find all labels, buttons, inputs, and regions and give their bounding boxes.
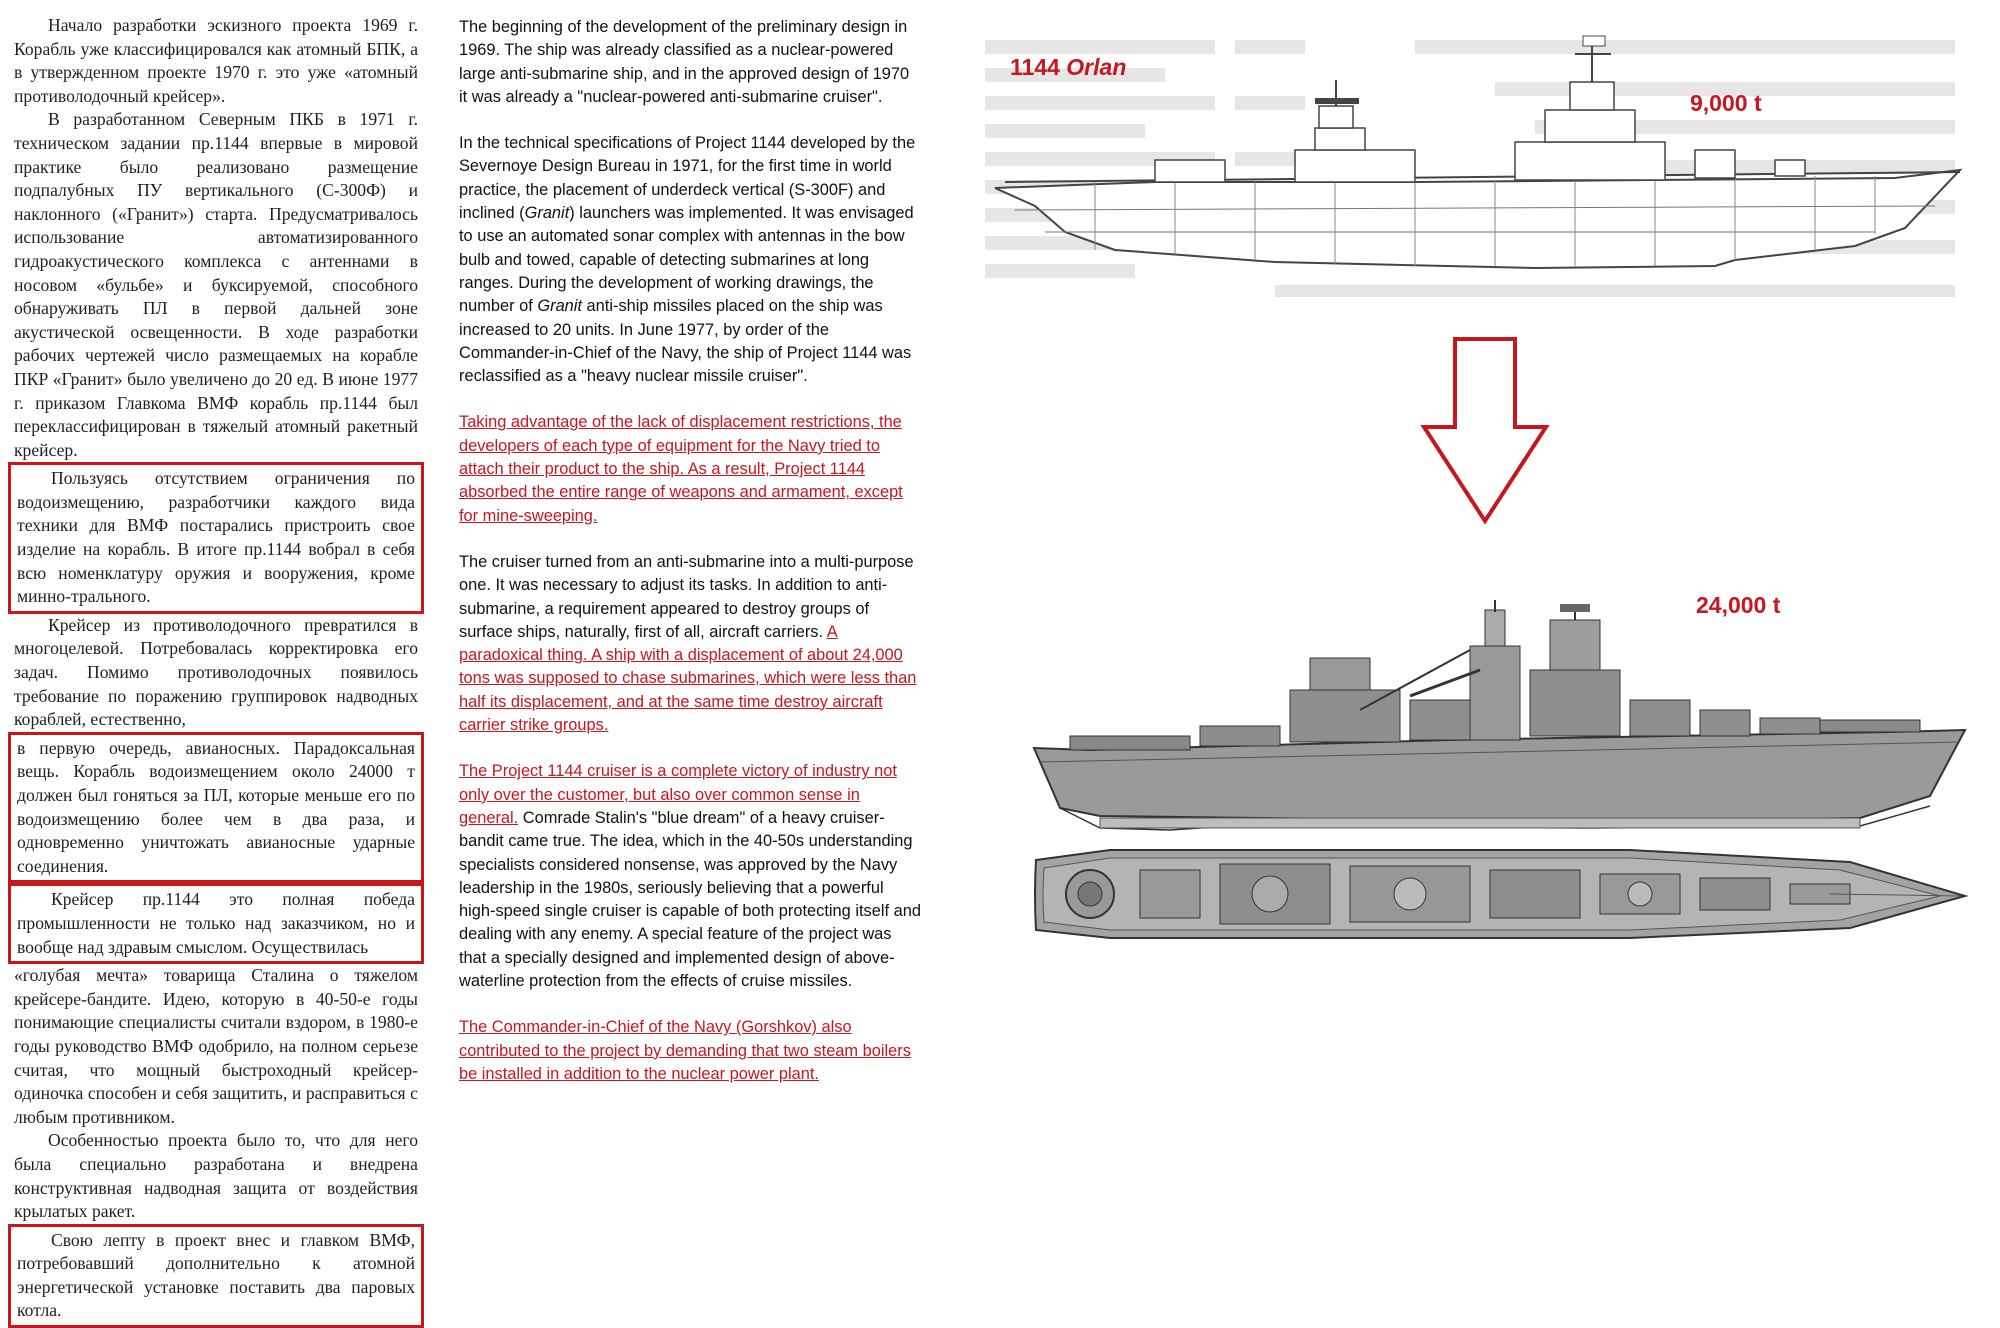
en-paragraph-2 — [459, 132, 921, 388]
en-p4-text: The cruiser turned from an anti-submarine into a multi-purpose one. It was necessary to adjust its tasks. In addition to anti-submarine, a requirement appeared to destroy groups of surface ships, naturally, first of all, aircraft carriers. — [459, 552, 914, 641]
en-p3-highlight: Taking advantage of the lack of displacement restrictions, the developers of each type of equipment for the Navy tried to attach their product to the ship. As a result, Project 1144 absorbed the entire range of weapons and armament, except for mine-sweeping. — [459, 413, 903, 525]
ru-paragraph-7: «голубая мечта» товарища Сталина о тяжелом крейсере-бандите. Идею, которую в 40-50-е годы понимающие специалисты считали вздором, в 1980-е годы руководство ВМФ одобрило, на полном серьезе считая, что мощный быстроходный крейсер-одиночка способен и себя защитить, и расправиться с любым противником. — [14, 965, 418, 1127]
ru-paragraph-1: Начало разработки эскизного проекта 1969 г. Корабль уже классифицировался как атомный БПК, а в утвержденном проекте 1970 г. это уже «атомный противолодочный крейсер». — [14, 15, 418, 106]
orlan-line-drawing — [975, 10, 1985, 320]
ru-paragraph-4: Крейсер из противолодочного превратился в многоцелевой. Потребовалась корректировка его задач. Помимо противолодочных появилось требование по поражению группировок надводных кораблей, естественно, — [14, 614, 418, 730]
ru-paragraph-5: в первую очередь, авианосных. Парадоксальная вещь. Корабль водоизмещением около 24000 т должен был гоняться за ПЛ, которые меньше его по водоизмещению более чем в два раза, и одновременно уничтожать авианосные ударные соединения. — [17, 737, 415, 876]
en-p6-highlight: The Commander-in-Chief of the Navy (Gorshkov) also contributed to the project by demanding that two steam boilers be installed in addition to the nuclear power plant. — [459, 1018, 911, 1083]
en-paragraph-1: The beginning of the development of the preliminary design in 1969. The ship was already classified as a nuclear-powered large anti-submarine ship, and in the approved design of 1970 it was already a "nuclear-powered anti-submarine cruiser". — [459, 18, 910, 106]
english-translation — [459, 16, 921, 1109]
en-p2-text-a: In the technical specifications of Project 1144 developed by the Severnoye Design Bureau in 1971, for the first time in world practice, the placement of underdeck vertical (S-300F) and inclined ( — [459, 134, 916, 223]
en-paragraph-5 — [459, 760, 921, 993]
label-1144-orlan — [1010, 54, 1126, 81]
russian-source-text — [14, 14, 418, 1328]
en-p2-text-b: ) launchers was implemented. It was envisaged to use an automated sonar complex with antennas in the bow bulb and towed, capable of detecting submarines at long ranges. During the development of working drawings, the number of — [459, 204, 914, 316]
label-9000-t: 9,000 t — [1690, 90, 1762, 116]
label-project-name: Orlan — [1066, 54, 1127, 80]
en-paragraph-3 — [459, 411, 921, 527]
en-paragraph-6 — [459, 1016, 921, 1086]
en-p2-granit-2: Granit — [537, 297, 582, 316]
label-24000-t: 24,000 t — [1696, 592, 1781, 618]
en-paragraph-4 — [459, 551, 921, 737]
kirov-profile-drawing — [1030, 600, 1970, 840]
kirov-top-view-drawing — [1030, 840, 1970, 950]
kirov-profile-svg — [1030, 600, 1970, 840]
ru-paragraph-9: Свою лепту в проект внес и главком ВМФ, потребовавший дополнительно к атомной энергетической установке поставить два паровых котла. — [17, 1229, 415, 1321]
down-arrow-svg — [1420, 335, 1550, 525]
ru-highlight-box-3 — [8, 883, 424, 964]
ru-highlight-box-4 — [8, 1224, 424, 1328]
ru-paragraph-6: Крейсер пр.1144 это полная победа промышленности не только над заказчиком, но и вообще над здравым смыслом. Осуществилась — [17, 889, 415, 957]
ru-highlight-box-1 — [8, 462, 424, 614]
ru-paragraph-2: В разработанном Северным ПКБ в 1971 г. техническом задании пр.1144 впервые в мировой практике было реализовано размещение подпалубных ПУ вертикального (С-300Ф) и наклонного («Гранит») старта. Предусматривалось использование автоматизированного гидроакустического комплекса с антеннами в носовом «бульбе» и буксируемой, способного обнаруживать ПЛ в первой дальней зоне акустической освещенности. В ходе разработки рабочих чертежей число размещаемых на корабле ПКР «Гранит» было увеличено до 20 ед. В июне 1977 г. приказом Главкома ВМФ корабль пр.1144 был переклассифицирован в тяжелый атомный ракетный крейсер. — [14, 109, 418, 460]
en-p5-highlight: The Project 1144 cruiser is a complete victory of industry not only over the customer, but also over common sense in general. — [459, 762, 897, 827]
kirov-top-view-svg — [1030, 840, 1970, 950]
en-p4-highlight: A paradoxical thing. A ship with a displacement of about 24,000 tons was supposed to chase submarines, which were less than half its displacement, and at the same time destroy aircraft carrier strike groups. — [459, 622, 917, 735]
ru-paragraph-3: Пользуясь отсутствием ограничения по водоизмещению, разработчики каждого вида техники для ВМФ постарались пристроить свое изделие на корабль. В итоге пр.1144 вобрал в себя всю номенклатуру оружия и вооружения, кроме минно-трального. — [17, 468, 415, 607]
label-project-number: 1144 — [1010, 54, 1060, 80]
ru-paragraph-8: Особенностью проекта было то, что для него была специально разработана и внедрена конструктивная надводная защита от воздействия крылатых ракет. — [14, 1130, 418, 1222]
orlan-line-drawing-svg — [975, 10, 1985, 320]
en-p2-text-c: anti-ship missiles placed on the ship was increased to 20 units. In June 1977, by order of the Commander-in-Chief of the Navy, the ship of Project 1144 was reclassified as a "heavy nuclear missile cruiser". — [459, 297, 912, 386]
en-p5-text: Comrade Stalin's "blue dream" of a heavy cruiser-bandit came true. The idea, which in the 40-50s understanding specialists considered nonsense, was approved by the Navy leadership in the 1980s, seriously believing that a powerful high-speed single cruiser is capable of both protecting itself and dealing with any enemy. A special feature of the project was that a specially designed and implemented design of above-waterline protection from the effects of cruise missiles. — [459, 808, 921, 990]
ru-highlight-box-2 — [8, 732, 424, 884]
en-p2-granit-1: Granit — [524, 204, 570, 223]
down-arrow-icon — [1420, 335, 1550, 525]
